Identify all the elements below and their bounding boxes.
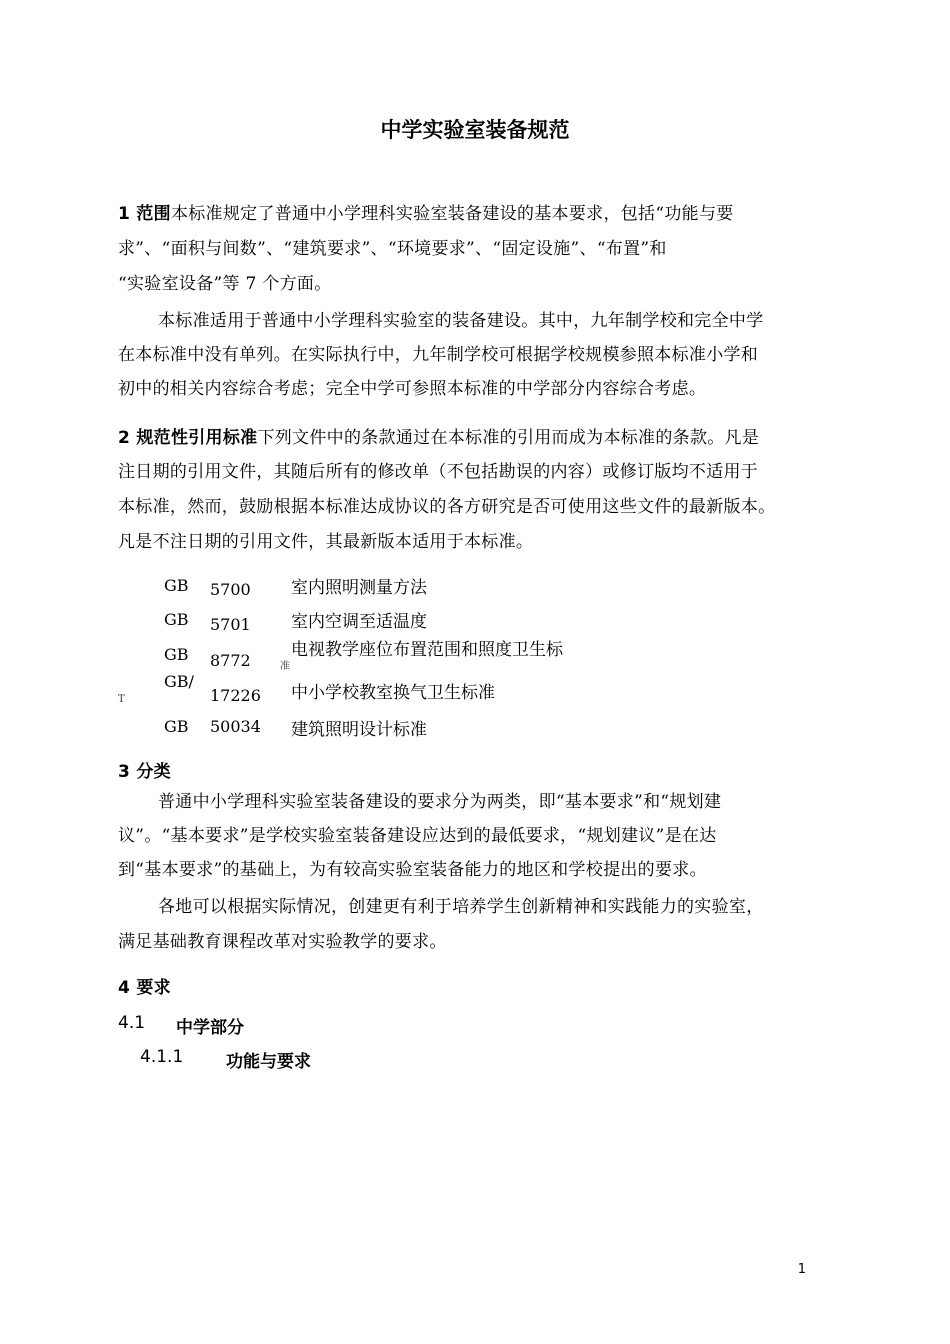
- section1-heading: 1 范围: [118, 204, 171, 224]
- subsection-4-1-number: 4.1: [118, 1013, 146, 1033]
- page-title: 中学实验室装备规范: [380, 118, 570, 142]
- section1-line1: [118, 203, 734, 225]
- ref-number: 17226: [210, 686, 261, 705]
- ref-number: 5700: [210, 580, 251, 599]
- section1-line2: 求”、“面积与间数”、“建筑要求”、“环境要求”、“固定设施”、“布置”和: [118, 239, 667, 259]
- ref-name: 建筑照明设计标准: [291, 720, 427, 740]
- ref-code: GB: [164, 717, 189, 736]
- ref-name: 中小学校教室换气卫生标准: [291, 683, 495, 703]
- ref-name: 室内空调至适温度: [291, 612, 427, 632]
- section2-line2: 注日期的引用文件，其随后所有的修改单（不包括勘误的内容）或修订版均不适用于: [118, 462, 759, 482]
- ref-code-prefix: T: [118, 694, 125, 705]
- ref-number: 8772: [210, 651, 251, 670]
- section2-text: 下列文件中的条款通过在本标准的引用而成为本标准的条款。凡是: [257, 428, 760, 448]
- page-number: 1: [797, 1262, 806, 1277]
- section3-p1-line3: 到“基本要求”的基础上，为有较高实验室装备能力的地区和学校提出的要求。: [118, 860, 707, 880]
- section1-p2-line3: 初中的相关内容综合考虑；完全中学可参照本标准的中学部分内容综合考虑。: [118, 379, 707, 399]
- section1-p2-line1: 本标准适用于普通中小学理科实验室的装备建设。其中，九年制学校和完全中学: [158, 311, 764, 331]
- section2-line4: 凡是不注日期的引用文件，其最新版本适用于本标准。: [118, 532, 534, 552]
- ref-name-overflow: 准: [280, 661, 290, 672]
- section2-line1: [118, 427, 759, 449]
- subsection-4-1-1-title: 功能与要求: [226, 1052, 311, 1072]
- section4-heading: 4 要求: [118, 978, 171, 998]
- section3-heading: 3 分类: [118, 762, 171, 782]
- section3-p1-line2: 议”。“基本要求”是学校实验室装备建设应达到的最低要求，“规划建议”是在达: [118, 826, 717, 846]
- ref-number: 50034: [210, 717, 261, 736]
- ref-code: GB: [164, 576, 189, 595]
- section1-line3: “实验室设备”等 7 个方面。: [118, 274, 332, 294]
- ref-code: GB: [164, 610, 189, 629]
- ref-code: GB: [164, 645, 189, 664]
- section3-p1-line1: 普通中小学理科实验室装备建设的要求分为两类，即“基本要求”和“规划建: [158, 792, 722, 812]
- subsection-4-1-1-number: 4.1.1: [140, 1047, 184, 1067]
- section2-heading: 2 规范性引用标准: [118, 428, 258, 448]
- ref-number: 5701: [210, 615, 251, 634]
- section3-p2-line2: 满足基础教育课程改革对实验教学的要求。: [118, 932, 447, 952]
- section1-p2-line2: 在本标准中没有单列。在实际执行中，九年制学校可根据学校规模参照本标准小学和: [118, 345, 759, 365]
- subsection-4-1-title: 中学部分: [176, 1018, 244, 1038]
- section2-line3: 本标准，然而，鼓励根据本标准达成协议的各方研究是否可使用这些文件的最新版本。: [118, 497, 776, 517]
- ref-name: 室内照明测量方法: [291, 578, 427, 598]
- section1-text: 本标准规定了普通中小学理科实验室装备建设的基本要求，包括“功能与要: [170, 204, 734, 224]
- ref-code: GB/: [164, 672, 194, 691]
- section3-p2-line1: 各地可以根据实际情况，创建更有利于培养学生创新精神和实践能力的实验室，: [158, 897, 764, 917]
- ref-name: 电视教学座位布置范围和照度卫生标: [291, 640, 563, 660]
